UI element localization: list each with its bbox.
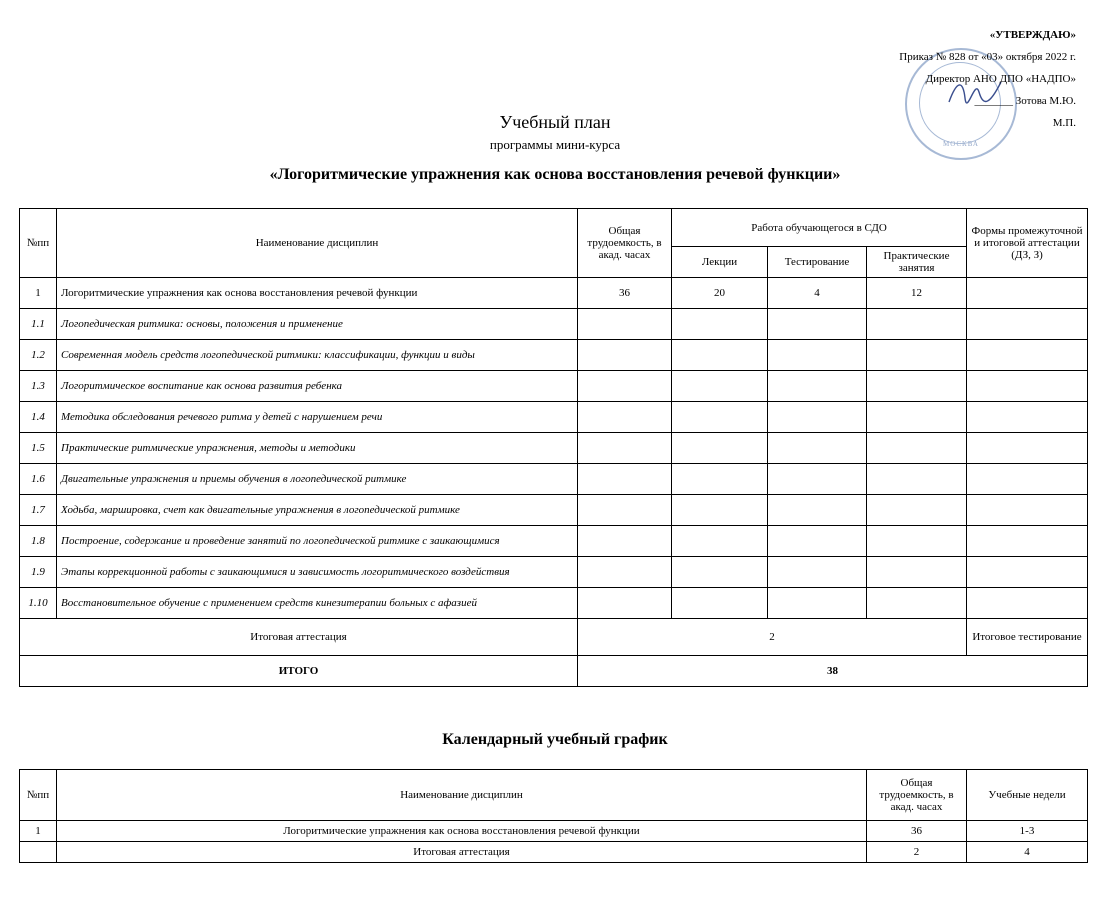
row-num: 1.5 [20, 433, 57, 464]
row-name: Методика обследования речевого ритма у детей с нарушением речи [57, 402, 578, 433]
total-row [20, 656, 1088, 687]
row-name: Этапы коррекционной работы с заикающимися и зависимость логоритмического воздействия [57, 557, 578, 588]
schedule-title: Календарный учебный график [442, 731, 668, 748]
header-testing: Тестирование [768, 247, 867, 278]
schedule-header-name: Наименование дисциплин [57, 770, 867, 821]
schedule-header-weeks: Учебные недели [967, 770, 1088, 821]
attestation-row [20, 619, 1088, 656]
header-num: №пп [20, 209, 57, 278]
row-name: Практические ритмические упражнения, методы и методики [57, 433, 578, 464]
plan-title: Учебный план [499, 112, 611, 132]
table-row [20, 402, 1088, 433]
header-forms: Формы промежуточной и итоговой аттестации (ДЗ, З) [967, 209, 1088, 278]
schedule-table [19, 769, 1088, 863]
schedule-row-num [20, 842, 57, 863]
course-title: «Логоритмические упражнения как основа восстановления речевой функции» [269, 166, 841, 183]
row-num: 1.10 [20, 588, 57, 619]
schedule-row-name: Итоговая аттестация [57, 842, 867, 863]
stamp-place: М.П. [1052, 117, 1076, 129]
table-row [20, 557, 1088, 588]
row-form [967, 278, 1088, 309]
row-num: 1.3 [20, 371, 57, 402]
plan-subtitle: программы мини-курса [489, 137, 621, 152]
schedule-row-name: Логоритмические упражнения как основа восстановления речевой функции [57, 821, 867, 842]
total-label: ИТОГО [20, 656, 578, 687]
table-row [20, 371, 1088, 402]
header-practice: Практические занятия [867, 247, 967, 278]
attestation-label: Итоговая аттестация [20, 619, 578, 656]
row-num: 1.6 [20, 464, 57, 495]
table-row [20, 526, 1088, 557]
row-num: 1.7 [20, 495, 57, 526]
curriculum-table [19, 208, 1088, 687]
schedule-row-hours: 36 [867, 821, 967, 842]
row-num: 1.8 [20, 526, 57, 557]
row-name: Построение, содержание и проведение занятий по логопедической ритмике с заикающимися [57, 526, 578, 557]
table-row [20, 278, 1088, 309]
row-lectures: 20 [672, 278, 768, 309]
table-row [20, 588, 1088, 619]
approval-position: Директор АНО ДПО «НАДПО» [925, 73, 1076, 85]
schedule-header-num: №пп [20, 770, 57, 821]
approval-heading: «УТВЕРЖДАЮ» [989, 29, 1076, 41]
row-name: Современная модель средств логопедической ритмики: классификации, функции и виды [57, 340, 578, 371]
director-name: Зотова М.Ю. [1015, 95, 1076, 107]
table-row [20, 495, 1088, 526]
schedule-header-total: Общая трудоемкость, в акад. часах [867, 770, 967, 821]
row-num: 1 [20, 278, 57, 309]
table-row [20, 309, 1088, 340]
schedule-row-weeks: 1-3 [967, 821, 1088, 842]
row-practice: 12 [867, 278, 967, 309]
attestation-form: Итоговое тестирование [967, 619, 1088, 656]
total-hours: 38 [578, 656, 1088, 687]
schedule-row-num: 1 [20, 821, 57, 842]
row-name: Восстановительное обучение с применением средств кинезитерапии больных с афазией [57, 588, 578, 619]
stamp-city: МОСКВА [943, 140, 979, 148]
row-num: 1.4 [20, 402, 57, 433]
table-row [20, 340, 1088, 371]
row-name: Логоритмическое воспитание как основа развития ребенка [57, 371, 578, 402]
header-work: Работа обучающегося в СДО [672, 209, 967, 247]
schedule-row-weeks: 4 [967, 842, 1088, 863]
row-total: 36 [578, 278, 672, 309]
row-name: Логоритмические упражнения как основа восстановления речевой функции [57, 278, 578, 309]
attestation-hours: 2 [578, 619, 967, 656]
header-lectures: Лекции [672, 247, 768, 278]
header-total: Общая трудоемкость, в акад. часах [578, 209, 672, 278]
row-num: 1.1 [20, 309, 57, 340]
approval-order: Приказ № 828 от «03» октября 2022 г. [899, 51, 1076, 63]
row-name: Логопедическая ритмика: основы, положения и применение [57, 309, 578, 340]
row-testing: 4 [768, 278, 867, 309]
table-row [20, 464, 1088, 495]
table-row [20, 842, 1088, 863]
row-num: 1.9 [20, 557, 57, 588]
row-name: Ходьба, маршировка, счет как двигательные упражнения в логопедической ритмике [57, 495, 578, 526]
table-row [20, 433, 1088, 464]
row-name: Двигательные упражнения и приемы обучения в логопедической ритмике [57, 464, 578, 495]
table-row [20, 821, 1088, 842]
row-num: 1.2 [20, 340, 57, 371]
approval-name: _______ Зотова М.Ю. [974, 95, 1076, 107]
header-name: Наименование дисциплин [57, 209, 578, 278]
schedule-row-hours: 2 [867, 842, 967, 863]
